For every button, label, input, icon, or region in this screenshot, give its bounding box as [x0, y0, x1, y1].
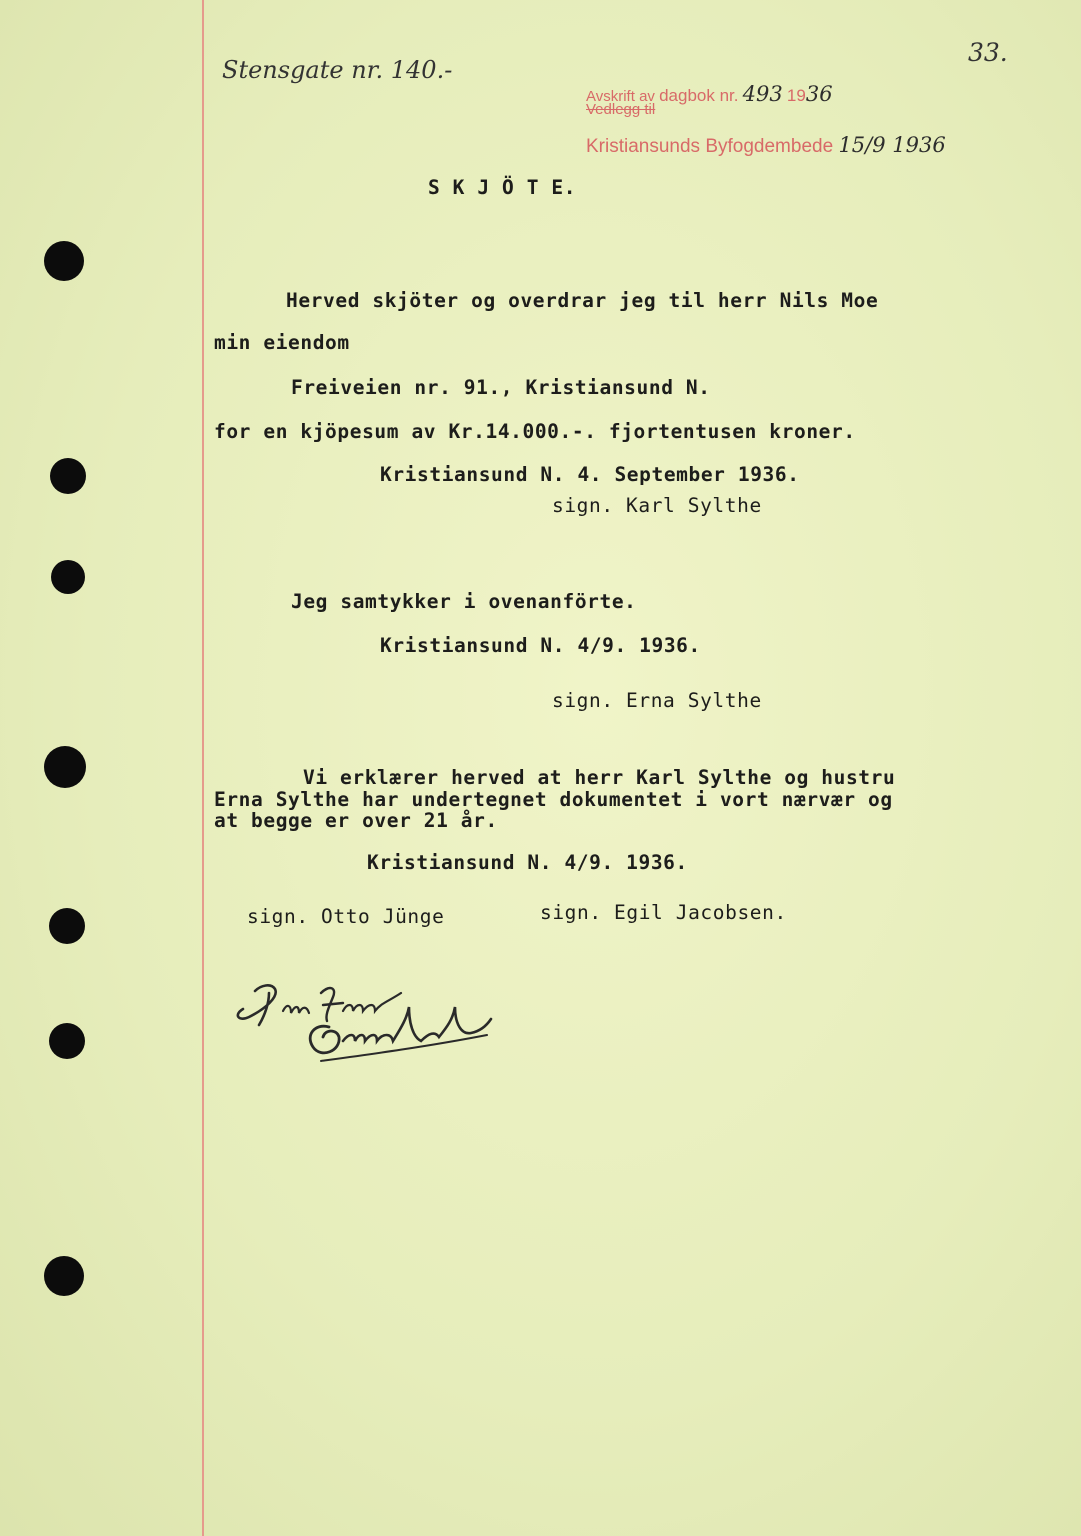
punch-hole — [49, 908, 85, 944]
punch-hole — [44, 746, 86, 788]
stamp-struck-label: Vedlegg til — [586, 101, 656, 118]
punch-hole — [44, 1256, 84, 1296]
stamp-diary-label: dagbok nr. — [659, 86, 739, 105]
document-title: S K J Ö T E. — [428, 176, 577, 199]
body-line: Vi erklærer herved at herr Karl Sylthe og hustru — [303, 766, 896, 789]
body-line: Freiveien nr. 91., Kristiansund N. — [291, 376, 711, 399]
body-line: Jeg samtykker i ovenanförte. — [291, 590, 637, 613]
punch-hole — [49, 1023, 85, 1059]
body-line: Herved skjöter og overdrar jeg til herr Nils Moe — [286, 289, 879, 312]
stamp-office — [586, 133, 946, 158]
stamp-year-prefix: 19 — [786, 86, 806, 105]
stamp-copy-label: Avskrift av — [586, 88, 655, 105]
date-line: Kristiansund N. 4/9. 1936. — [367, 851, 688, 874]
body-line: for en kjöpesum av Kr.14.000.-. fjortentusen kroner. — [214, 420, 856, 443]
witness-signature: sign. Egil Jacobsen. — [540, 901, 787, 924]
punch-hole — [50, 458, 86, 494]
body-line: Erna Sylthe har undertegnet dokumentet i vort nærvær og — [214, 788, 893, 811]
handwritten-signature — [225, 975, 500, 1075]
body-line: min eiendom — [214, 331, 350, 354]
stamp-year-suffix: 36 — [805, 82, 833, 106]
witness-signature: sign. Otto Jünge — [247, 905, 445, 928]
stamp-diary-number: 493 — [742, 82, 783, 106]
spouse-signature: sign. Erna Sylthe — [552, 689, 762, 712]
page-number: 33. — [968, 38, 1008, 67]
stamp-date: 15/9 1936 — [838, 133, 946, 157]
margin-note: Stensgate nr. 140.- — [222, 56, 453, 84]
seller-signature: sign. Karl Sylthe — [552, 494, 762, 517]
margin-rule — [202, 0, 204, 1536]
punch-hole — [51, 560, 85, 594]
punch-hole — [44, 241, 84, 281]
stamp-office-name: Kristiansunds Byfogdembede — [586, 136, 834, 157]
date-line: Kristiansund N. 4/9. 1936. — [380, 634, 701, 657]
body-line: at begge er over 21 år. — [214, 809, 498, 832]
date-line: Kristiansund N. 4. September 1936. — [380, 463, 800, 486]
